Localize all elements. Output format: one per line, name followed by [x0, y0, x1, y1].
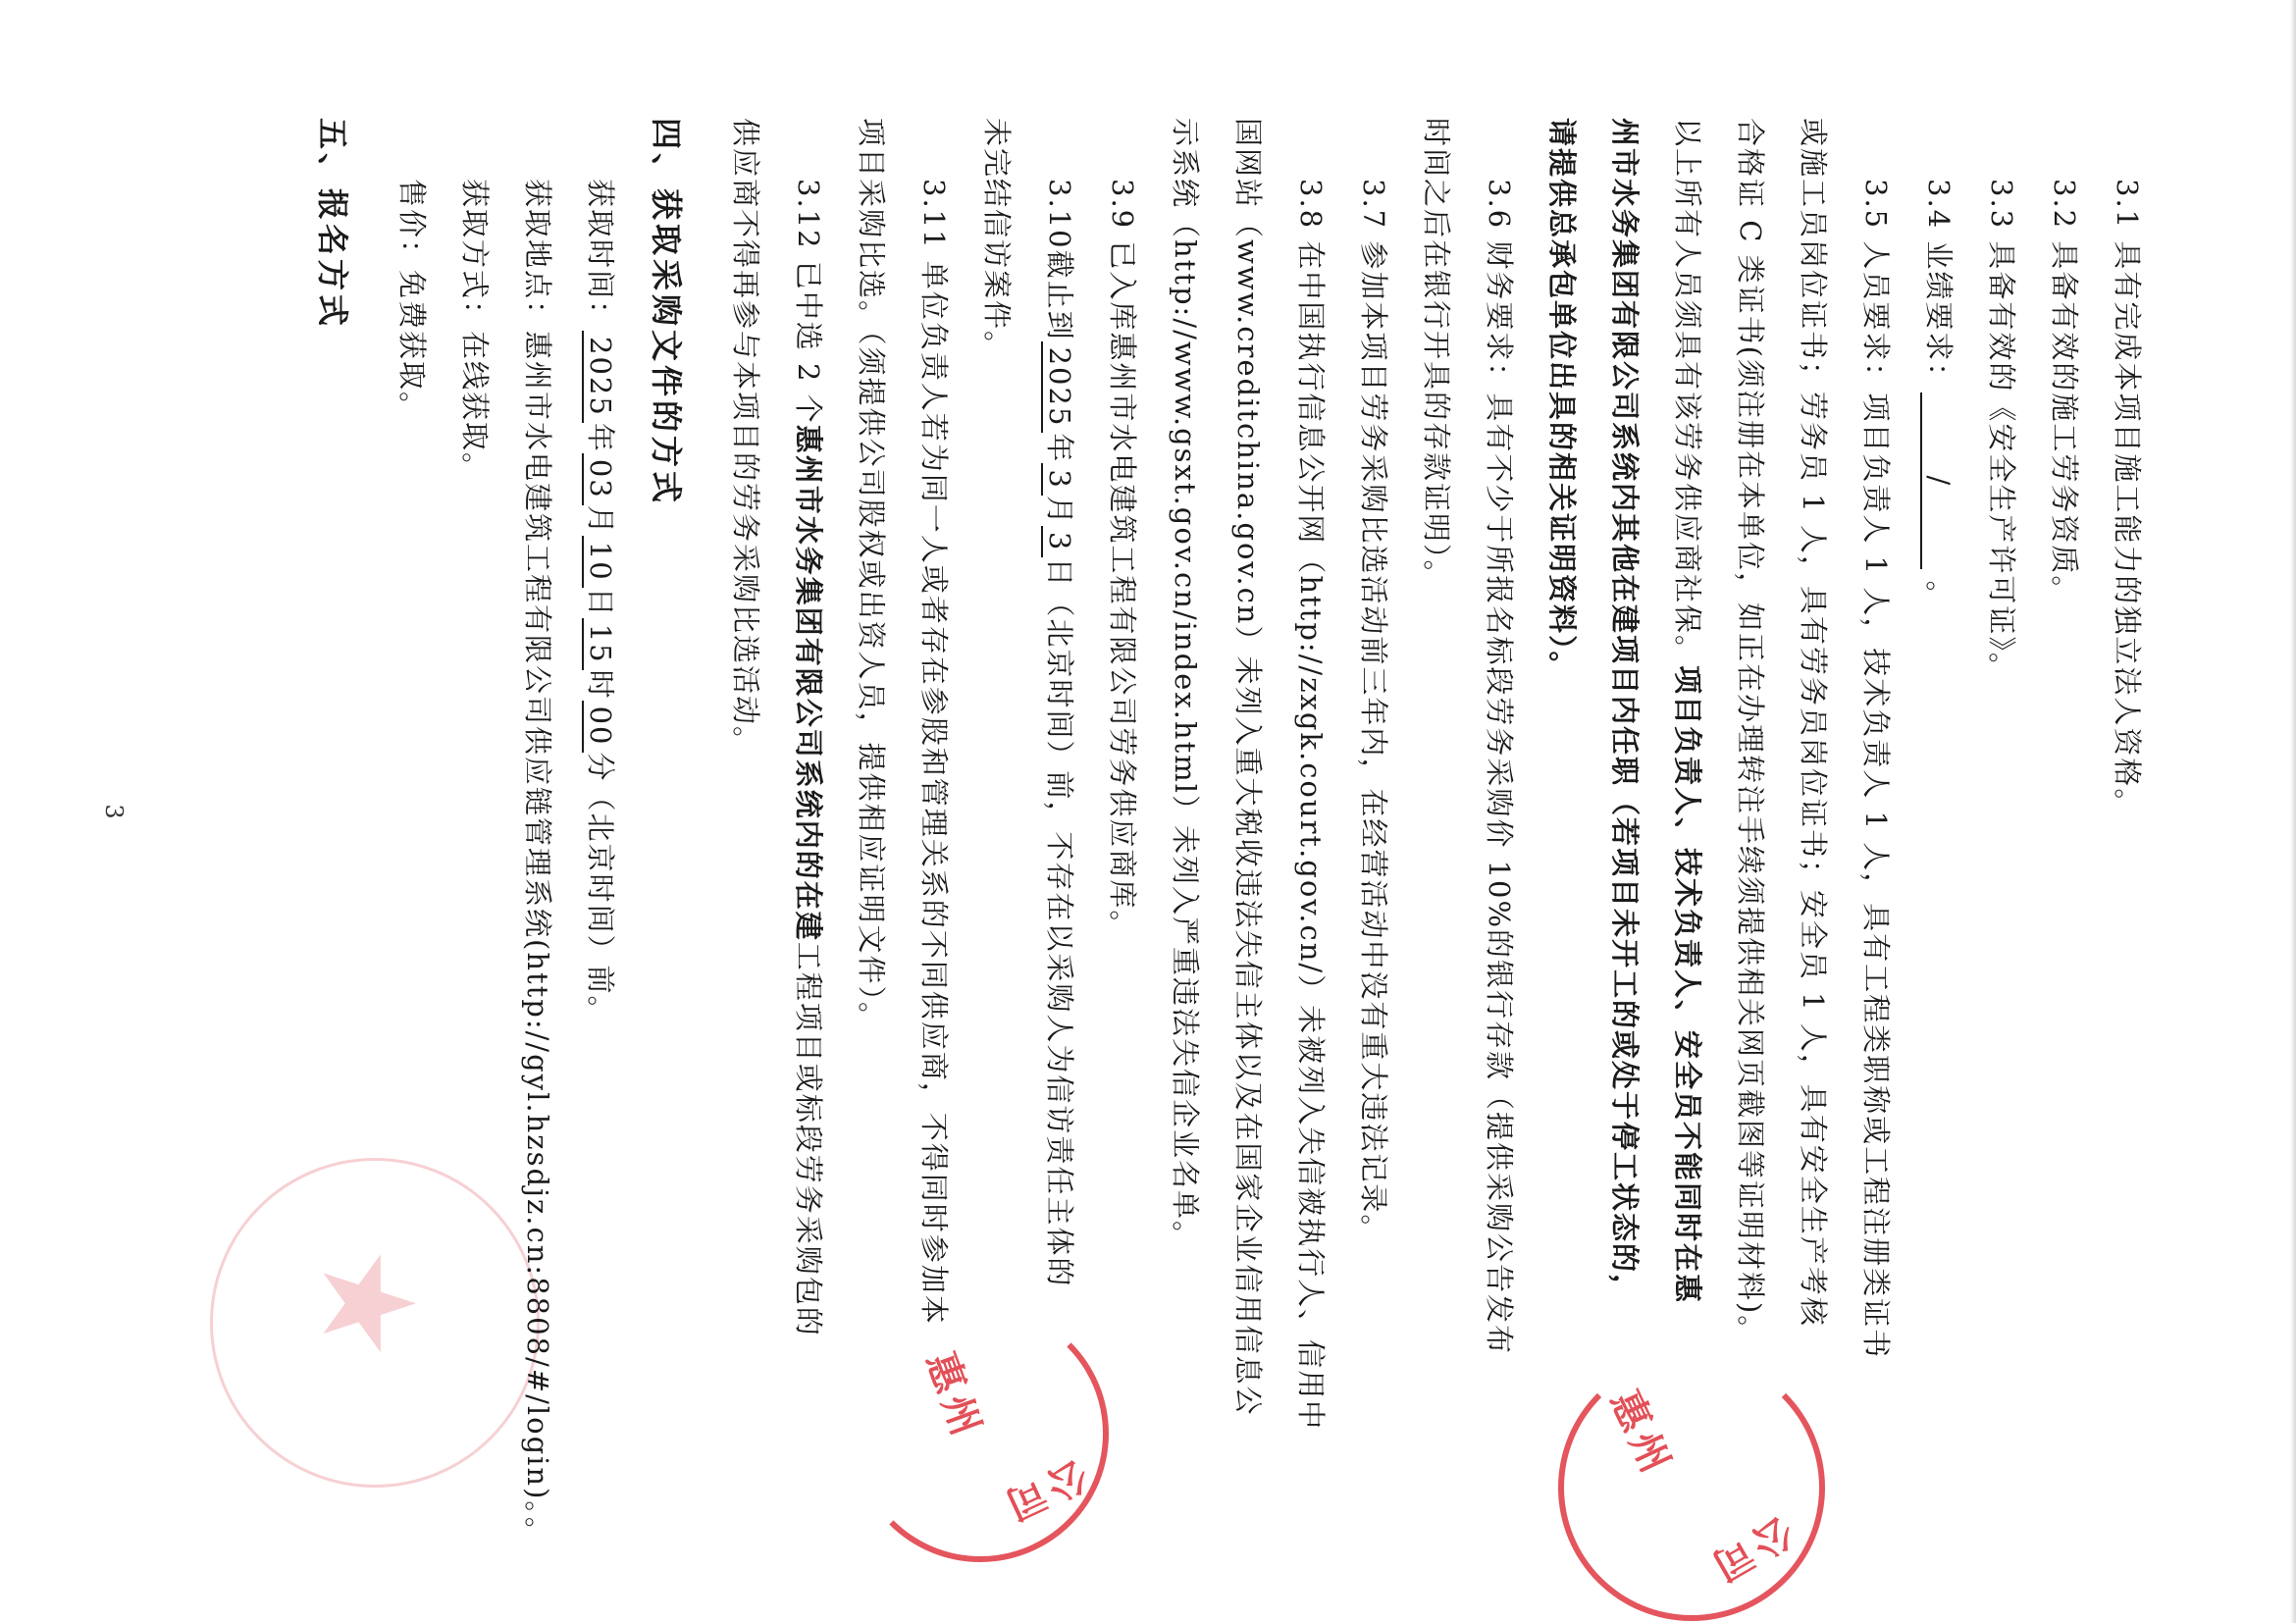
- clause-3-4: 3.4 业绩要求：/ 。: [1922, 179, 1956, 611]
- scan-edge: [2290, 0, 2296, 1623]
- clause-3-10-cont: 未完结信访案件。: [980, 118, 1014, 362]
- company-seal-lower: 惠州 公司: [852, 1305, 1109, 1562]
- performance-blank: /: [1920, 393, 1956, 569]
- clause-3-1: 3.1 具有完成本项目施工能力的独立法人资格。: [2111, 179, 2144, 819]
- clause-3-12-cont: 供应商不得再参与本项目的劳务采购比选活动。: [729, 118, 762, 758]
- clause-3-5-cont-2: 合格证 C 类证书(须注册在本单位，如正在办理转注手续须提供相关网页截图等证明材料)。: [1734, 118, 1767, 1346]
- clause-3-2: 3.2 具备有效的施工劳务资质。: [2048, 179, 2081, 606]
- clause-3-5-cont-1: 或施工员岗位证书；劳务员 1 人，具有劳务员岗位证书；安全员 1 人，具有安全生产考核: [1797, 118, 1830, 1328]
- section-5-heading: 五、报名方式: [314, 118, 351, 331]
- acquisition-method: 获取方式：在线获取。: [458, 179, 492, 484]
- clause-3-5-cont-4: 州市水务集团有限公司系统内其他在建项目内任职（若项目未开工的或处于停工状态的，: [1608, 118, 1642, 1305]
- acquisition-place: 获取地点：惠州市水电建筑工程有限公司供应链管理系统(http://gyl.hzsdjz.cn:8808/#/login)。。: [521, 179, 554, 1547]
- clause-3-3: 3.3 具备有效的《安全生产许可证》。: [1985, 179, 2018, 683]
- clause-3-12: 3.12 已中选 2 个惠州市水务集团有限公司系统内的在建工程项目或标段劳务采购包的: [792, 179, 825, 1337]
- price: 售价：免费获取。: [395, 179, 429, 423]
- clause-3-8-cont-1: 国网站（www.creditchina.gov.cn）未列入重大税收违法失信主体以及在国家企业信用信息公: [1231, 118, 1265, 1417]
- clause-3-5-cont-5: 请提供总承包单位出具的相关证明资料）。: [1545, 118, 1579, 682]
- clause-3-6: 3.6 财务要求：具有不少于所报名标段劳务采购价 10%的银行存款（提供采购公告发布: [1483, 179, 1516, 1356]
- clause-3-9: 3.9 已入库惠州市水电建筑工程有限公司劳务供应商库。: [1106, 179, 1139, 941]
- clause-3-5-cont-3: 以上所有人员须具有该劳务供应商社保。项目负责人、技术负责人、安全员不能同时在惠: [1671, 118, 1704, 1305]
- section-4-heading: 四、获取采购文件的方式: [648, 118, 685, 507]
- clause-3-11: 3.11 单位负责人若为同一人或者存在参股和管理关系的不同供应商，不得同时参加本: [917, 179, 951, 1326]
- clause-3-5: 3.5 人员要求：项目负责人 1 人，技术负责人 1 人，具有工程类职称或工程注册类证书: [1859, 179, 1893, 1360]
- faint-star-bleedthrough: ★: [293, 1246, 443, 1361]
- clause-3-8-cont-2: 示系统（http://www.gsxt.gov.cn/index.html）未列入严重违法失信企业名单。: [1169, 118, 1202, 1252]
- clause-3-7: 3.7 参加本项目劳务采购比选活动前三年内，在经营活动中没有重大违法记录。: [1357, 179, 1390, 1245]
- acquisition-time: 获取时间：2025年03月10日15时00分（北京时间）前。: [584, 179, 617, 1026]
- clause-3-6-cont: 时间之后在银行开具的存款证明）。: [1420, 118, 1453, 591]
- clause-3-10: 3.10截止到2025年3月3日（北京时间）前，不存在以采购人为信访责任主体的: [1043, 179, 1076, 1288]
- clause-3-8: 3.8 在中国执行信息公开网（http://zxgk.court.gov.cn/）未被列入失信被执行人、信用中: [1294, 179, 1328, 1432]
- document-body: [293, 118, 2159, 1550]
- clause-3-11-cont: 项目采购比选。（须提供公司股权或出资人员，提供相应证明文件）。: [855, 118, 888, 1033]
- page-number: 3: [100, 804, 128, 819]
- company-seal-upper: 惠州 公司: [1558, 1354, 1825, 1621]
